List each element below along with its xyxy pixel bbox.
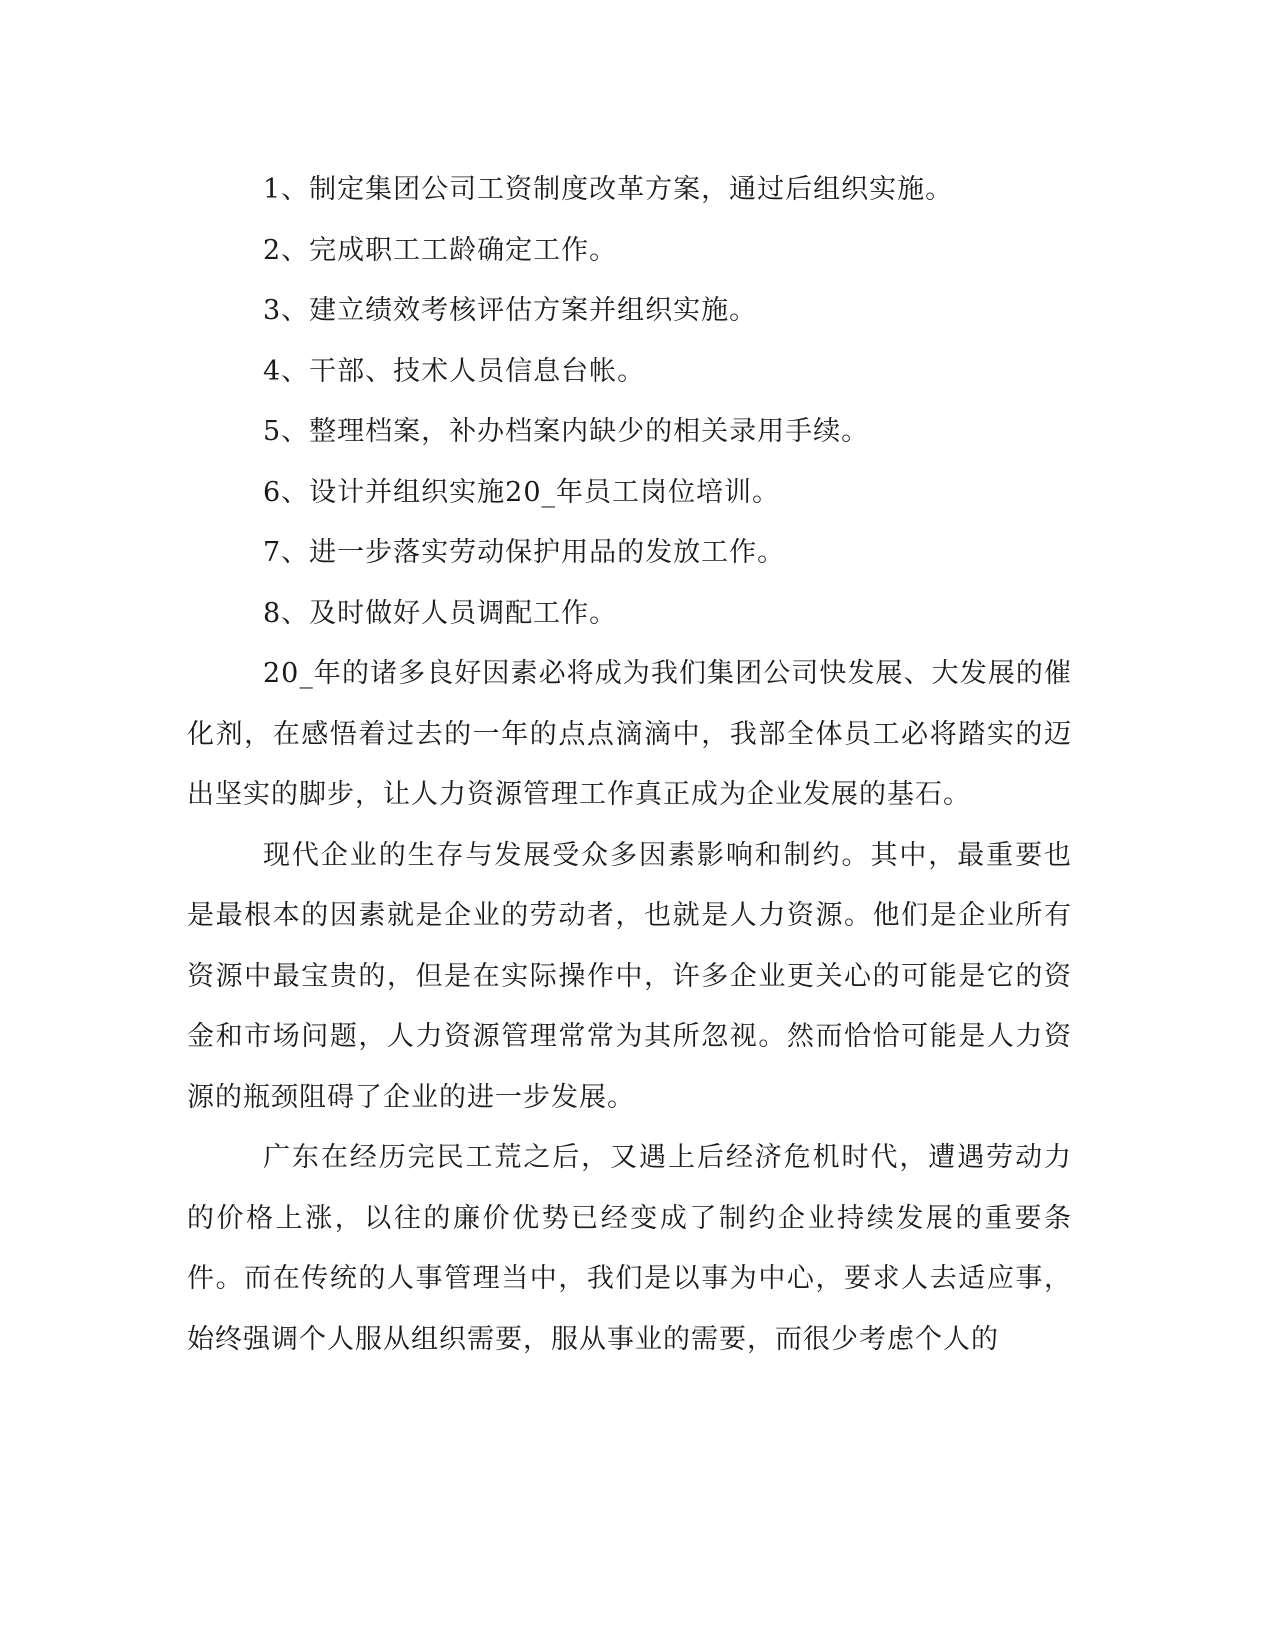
list-item-2: 2、完成职工工龄确定工作。 <box>263 234 618 266</box>
list-item-6: 6、设计并组织实施20_年员工岗位培训。 <box>263 476 781 508</box>
paragraph-3: 广东在经历完民工荒之后，又遇上后经济危机时代，遭遇劳动力的价格上涨，以往的廉价优势已经变成了制约企业持续发展的重要条件。而在传统的人事管理当中，我们是以事为中心，要求人去适应事，始终强调个人服从组织需要，服从事业的需要，而很少考虑个人的 <box>187 1142 1072 1355</box>
list-item-3: 3、建立绩效考核评估方案并组织实施。 <box>263 295 758 326</box>
paragraph-2: 现代企业的生存与发展受众多因素影响和制约。其中，最重要也是最根本的因素就是企业的劳动者，也就是人力资源。他们是企业所有资源中最宝贵的，但是在实际操作中，许多企业更关心的可能是它的资金和市场问题，人力资源管理常常为其所忽视。然而恰恰可能是人力资源的瓶颈阻碍了企业的进一步发展。 <box>187 839 1072 1113</box>
list-item-7: 7、进一步落实劳动保护用品的发放工作。 <box>263 537 786 568</box>
document-body <box>187 160 1072 1370</box>
list-item-4: 4、干部、技术人员信息台帐。 <box>263 355 646 387</box>
list-item-8: 8、及时做好人员调配工作。 <box>263 597 618 629</box>
list-item-1: 1、制定集团公司工资制度改革方案，通过后组织实施。 <box>263 174 954 205</box>
list-item-5: 5、整理档案，补办档案内缺少的相关录用手续。 <box>263 416 870 447</box>
paragraph-1: 20_年的诸多良好因素必将成为我们集团公司快发展、大发展的催化剂，在感悟着过去的一年的点点滴滴中，我部全体员工必将踏实的迈出坚实的脚步，让人力资源管理工作真正成为企业发展的基石。 <box>187 658 1072 810</box>
